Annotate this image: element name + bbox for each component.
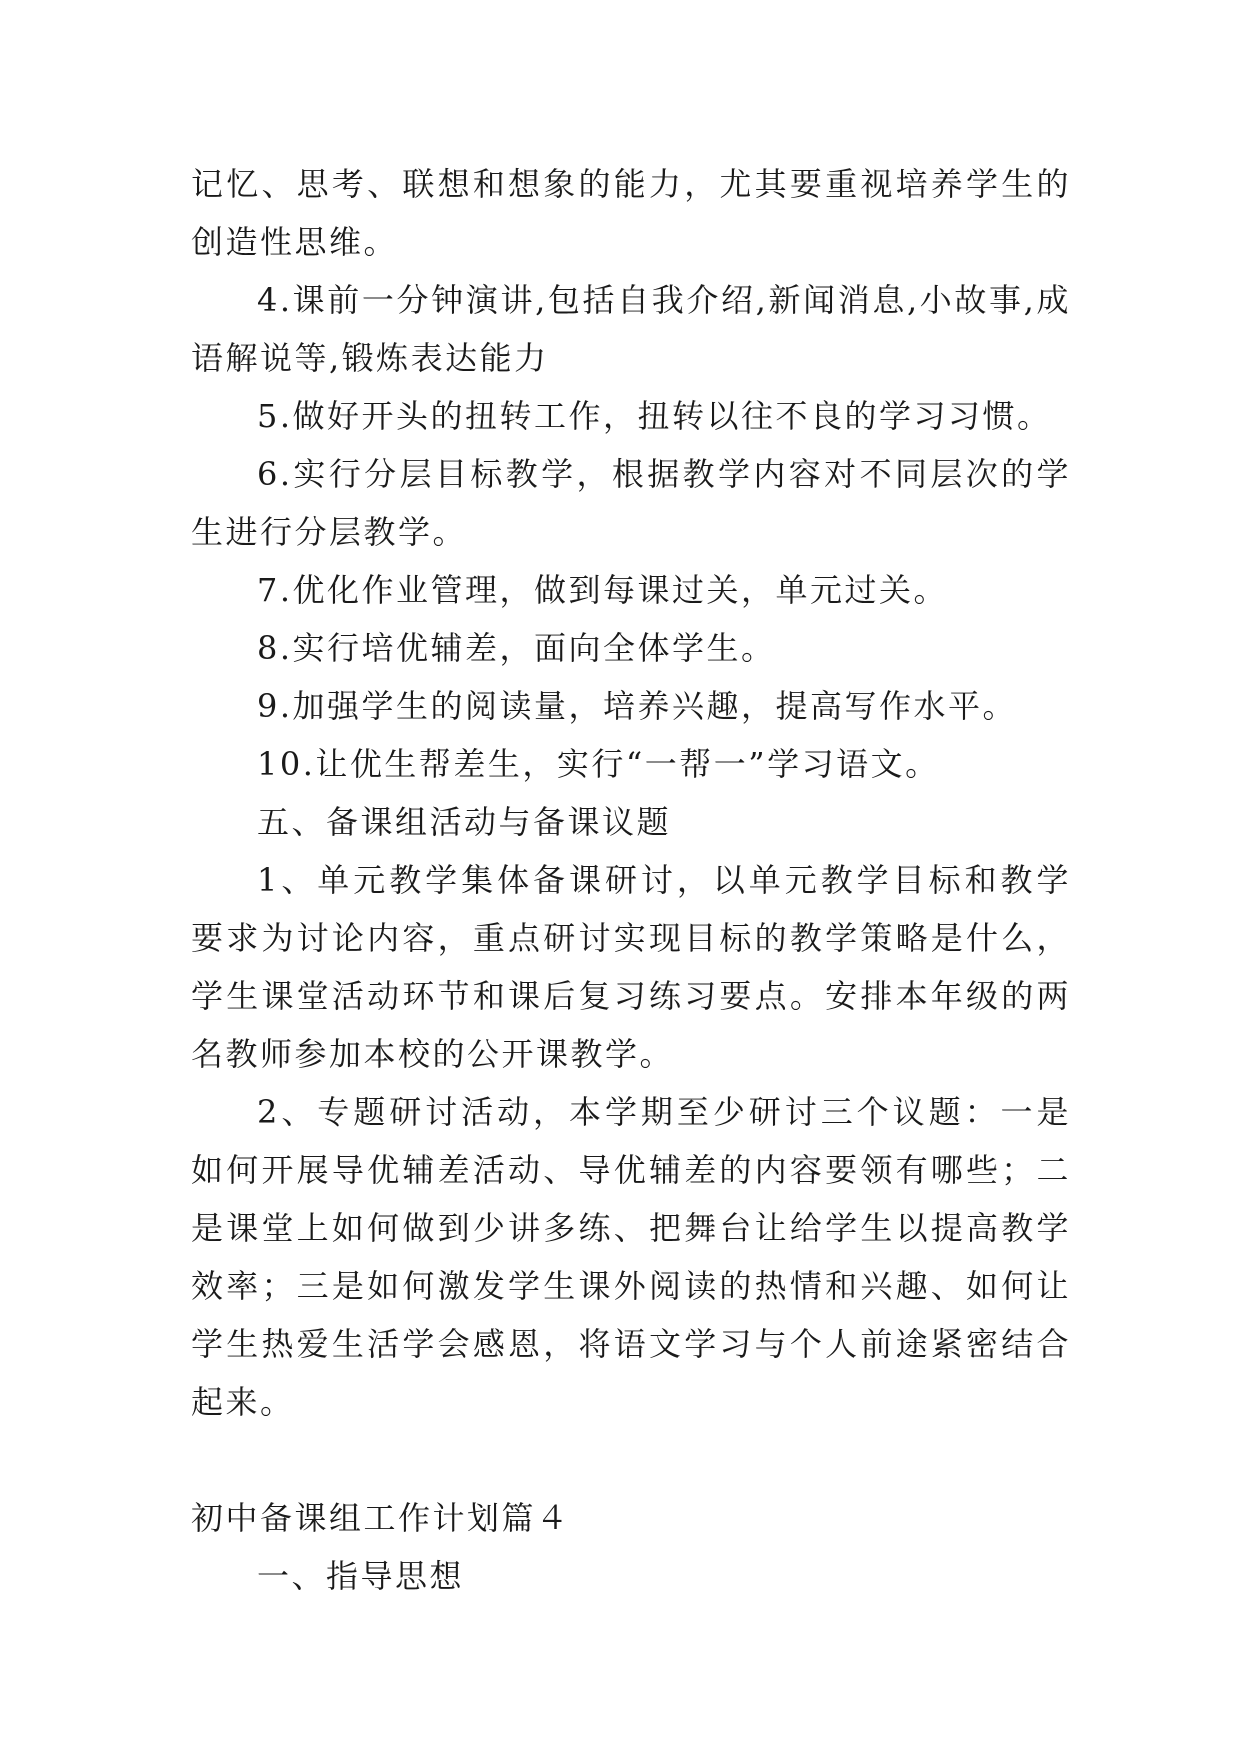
activity-item-2: 2、专题研讨活动，本学期至少研讨三个议题：一是如何开展导优辅差活动、导优辅差的内容要领有哪些；二是课堂上如何做到少讲多练、把舞台让给学生以提高教学效率；三是如何激发学生课外阅读的热情和兴趣、如何让学生热爱生活学会感恩，将语文学习与个人前途紧密结合起来。 xyxy=(191,1093,1071,1421)
section-title: 初中备课组工作计划篇４ xyxy=(191,1499,571,1537)
subheading-guiding-thought: 一、指导思想 xyxy=(257,1557,465,1595)
document-body xyxy=(191,155,1071,1605)
list-item-8: 8.实行培优辅差，面向全体学生。 xyxy=(257,629,776,667)
blank-line xyxy=(191,1431,1071,1489)
list-item-5: 5.做好开头的扭转工作，扭转以往不良的学习习惯。 xyxy=(257,397,1052,435)
paragraph-continuation: 记忆、思考、联想和想象的能力，尤其要重视培养学生的创造性思维。 xyxy=(191,165,1071,261)
section-heading-5: 五、备课组活动与备课议题 xyxy=(257,803,672,841)
list-item-10: 10.让优生帮差生，实行“一帮一”学习语文。 xyxy=(257,745,940,783)
list-item-7: 7.优化作业管理，做到每课过关，单元过关。 xyxy=(257,571,949,609)
activity-item-1: 1、单元教学集体备课研讨，以单元教学目标和教学要求为讨论内容，重点研讨实现目标的教学策略是什么，学生课堂活动环节和课后复习练习要点。安排本年级的两名教师参加本校的公开课教学。 xyxy=(191,861,1071,1073)
list-item-9: 9.加强学生的阅读量，培养兴趣，提高写作水平。 xyxy=(257,687,1018,725)
list-item-6: 6.实行分层目标教学，根据教学内容对不同层次的学生进行分层教学。 xyxy=(191,455,1071,551)
list-item-4: 4.课前一分钟演讲,包括自我介绍,新闻消息,小故事,成语解说等,锻炼表达能力 xyxy=(191,281,1071,377)
